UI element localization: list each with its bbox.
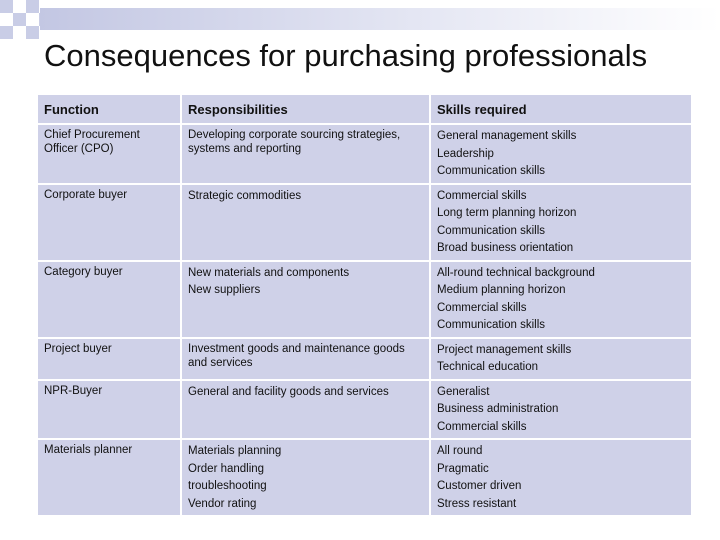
skill-line: Project management skills xyxy=(437,343,572,356)
skill-line: Stress resistant xyxy=(437,497,517,510)
skill-line: Pragmatic xyxy=(437,462,489,475)
table-header-row xyxy=(37,94,692,124)
responsibility-line: New suppliers xyxy=(188,284,261,296)
responsibility-line: Developing corporate sourcing strategies, systems and reporting xyxy=(188,129,401,155)
responsibilities-cell xyxy=(181,380,430,440)
skills-cell xyxy=(430,124,692,184)
responsibility-line: General and facility goods and services xyxy=(188,385,389,398)
skill-line: Commercial skills xyxy=(437,189,527,202)
function-cell: Project buyer xyxy=(37,338,181,380)
function-cell: Chief Procurement Officer (CPO) xyxy=(37,124,181,184)
skill-line: Broad business orientation xyxy=(437,242,574,254)
responsibilities-cell xyxy=(181,439,430,516)
responsibilities-cell xyxy=(181,338,430,380)
slide-title: Consequences for purchasing professionals xyxy=(44,38,648,73)
skills-cell xyxy=(430,338,692,380)
skill-line: Technical education xyxy=(437,361,539,373)
responsibility-line: Strategic commodities xyxy=(188,189,302,202)
skill-line: Long term planning horizon xyxy=(437,207,577,219)
skill-line: Communication skills xyxy=(437,319,546,331)
skill-line: Business administration xyxy=(437,403,559,415)
function-cell: Category buyer xyxy=(37,261,181,338)
skill-line: All round xyxy=(437,445,483,457)
header-responsibilities: Responsibilities xyxy=(181,94,430,124)
skill-line: Communication skills xyxy=(437,224,546,237)
skill-line: Leadership xyxy=(437,147,494,160)
skills-cell xyxy=(430,184,692,261)
header-function: Function xyxy=(37,94,181,124)
function-cell: NPR-Buyer xyxy=(37,380,181,440)
responsibility-line: New materials and components xyxy=(188,266,350,279)
responsibility-line: Investment goods and maintenance goods and services xyxy=(188,342,405,369)
skill-line: General management skills xyxy=(437,130,577,142)
skills-cell xyxy=(430,439,692,516)
table-row xyxy=(37,439,692,516)
table-row xyxy=(37,261,692,338)
table-row xyxy=(37,338,692,380)
table-row xyxy=(37,184,692,261)
skill-line: Communication skills xyxy=(437,165,546,177)
responsibilities-cell xyxy=(181,184,430,261)
header-skills: Skills required xyxy=(430,94,692,124)
responsibility-line: Vendor rating xyxy=(188,497,257,510)
responsibility-line: Order handling xyxy=(188,462,265,475)
responsibility-line: Materials planning xyxy=(188,445,282,457)
function-cell: Materials planner xyxy=(37,439,181,516)
skill-line: Commercial skills xyxy=(437,420,527,433)
skill-line: Customer driven xyxy=(437,480,522,492)
responsibilities-cell xyxy=(181,124,430,184)
skill-line: Generalist xyxy=(437,385,490,398)
responsibility-line: troubleshooting xyxy=(188,480,267,492)
skill-line: Commercial skills xyxy=(437,301,527,314)
responsibilities-table xyxy=(36,93,693,517)
table-row xyxy=(37,380,692,440)
function-cell: Corporate buyer xyxy=(37,184,181,261)
table-row xyxy=(37,124,692,184)
skills-cell xyxy=(430,380,692,440)
skills-cell xyxy=(430,261,692,338)
skill-line: Medium planning horizon xyxy=(437,284,566,296)
responsibilities-cell xyxy=(181,261,430,338)
title-gradient-bar xyxy=(40,8,720,30)
skill-line: All-round technical background xyxy=(437,266,595,279)
table-container xyxy=(36,93,691,517)
